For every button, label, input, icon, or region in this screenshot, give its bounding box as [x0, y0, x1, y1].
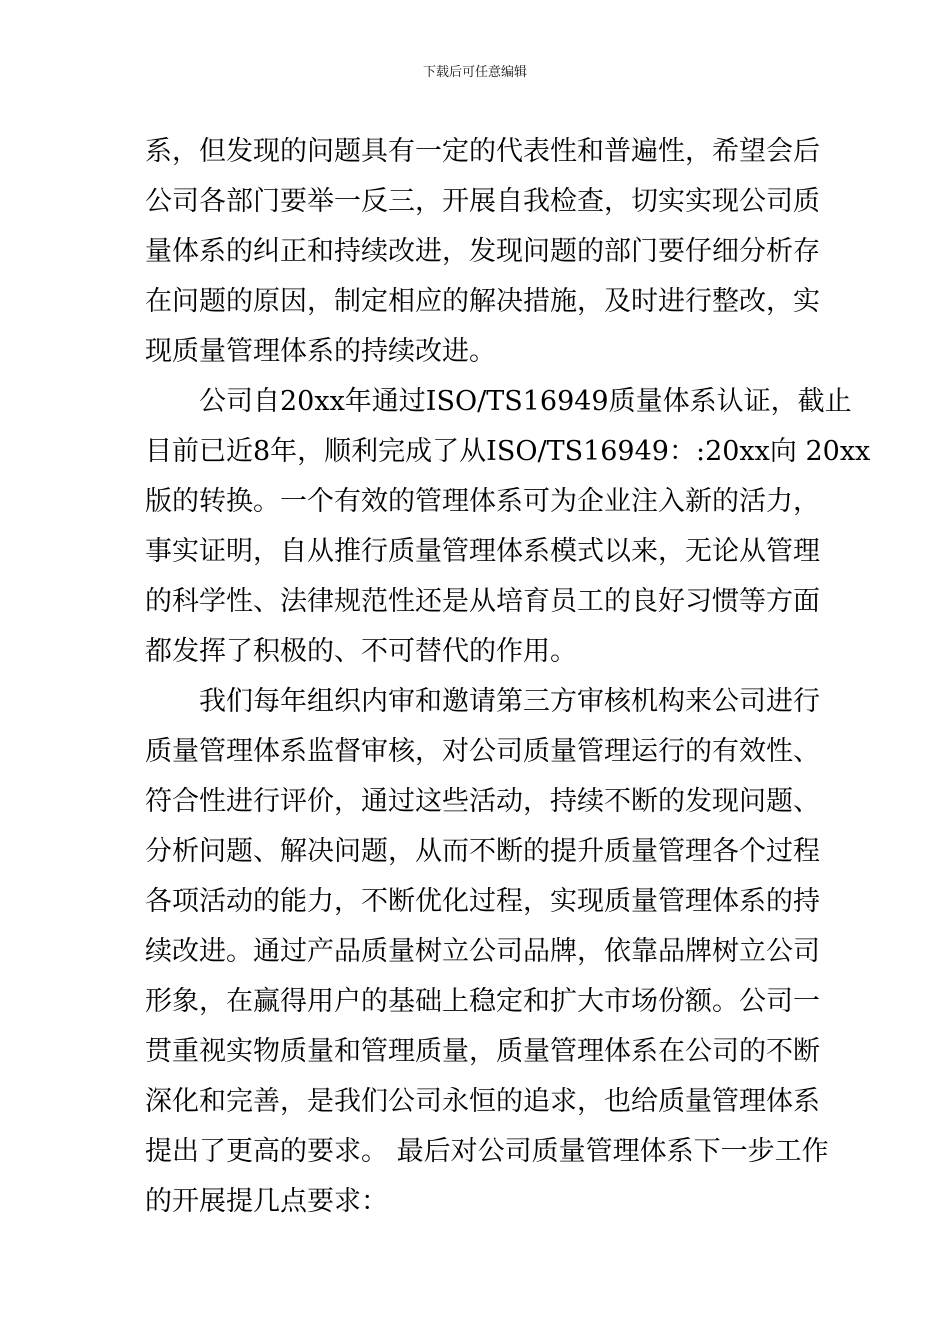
text-line: 事实证明，自从推行质量管理体系模式以来，无论从管理	[145, 536, 820, 567]
text-line: 续改进。通过产品质量树立公司品牌，依靠品牌树立公司	[145, 936, 820, 967]
text-line: 都发挥了积极的、不可替代的作用。	[145, 636, 577, 667]
text-line: 提出了更高的要求。 最后对公司质量管理体系下一步工作	[145, 1136, 829, 1167]
text-line: 现质量管理体系的持续改进。	[145, 336, 496, 367]
text-line: 我们每年组织内审和邀请第三方审核机构来公司进行	[199, 686, 820, 717]
text-line: 版的转换。一个有效的管理体系可为企业注入新的活力，	[145, 486, 820, 517]
text-line: 形象，在赢得用户的基础上稳定和扩大市场份额。公司一	[145, 986, 820, 1017]
text-line: 在问题的原因，制定相应的解决措施，及时进行整改，实	[145, 286, 820, 317]
paragraph-1	[145, 127, 820, 377]
text-line: 系，但发现的问题具有一定的代表性和普遍性，希望会后	[145, 136, 820, 167]
text-line: 各项活动的能力，不断优化过程，实现质量管理体系的持	[145, 886, 820, 917]
text-line: 的开展提几点要求：	[145, 1186, 388, 1217]
paragraph-3	[145, 677, 829, 1227]
text-line: 贯重视实物质量和管理质量，质量管理体系在公司的不断	[145, 1036, 820, 1067]
paragraph-2	[145, 377, 871, 677]
text-line: 深化和完善，是我们公司永恒的追求，也给质量管理体系	[145, 1086, 820, 1117]
text-line: 质量管理体系监督审核，对公司质量管理运行的有效性、	[145, 736, 820, 767]
text-line: 分析问题、解决问题，从而不断的提升质量管理各个过程	[145, 836, 820, 867]
text-line: 符合性进行评价，通过这些活动，持续不断的发现问题、	[145, 786, 820, 817]
page-header: 下载后可任意编辑	[422, 65, 527, 80]
text-line: 公司各部门要举一反三，开展自我检查，切实实现公司质	[145, 186, 820, 217]
text-line: 目前已近8年，顺利完成了从ISO/TS16949：:20xx向 20xx	[145, 436, 871, 467]
text-line: 公司自20xx年通过ISO/TS16949质量体系认证，截止	[199, 386, 852, 417]
document-body	[145, 127, 871, 1227]
text-line: 的科学性、法律规范性还是从培育员工的良好习惯等方面	[145, 586, 820, 617]
text-line: 量体系的纠正和持续改进，发现问题的部门要仔细分析存	[145, 236, 820, 267]
